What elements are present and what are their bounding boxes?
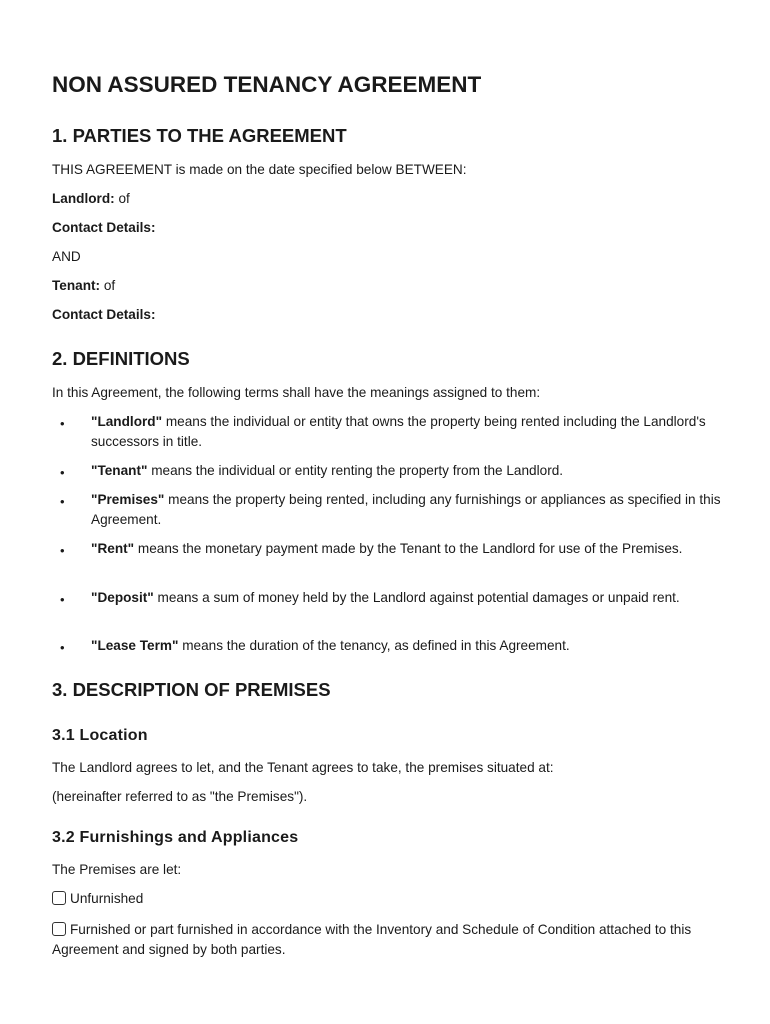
definition-term: "Landlord": [91, 414, 163, 429]
list-item: [52, 539, 722, 559]
option-unfurnished: [52, 889, 143, 909]
section-1-heading: 1. PARTIES TO THE AGREEMENT: [52, 125, 347, 146]
definition-term: "Tenant": [91, 463, 148, 478]
premises-reference-text: (hereinafter referred to as "the Premises").: [52, 789, 308, 804]
definition-text: means the duration of the tenancy, as defined in this Agreement.: [178, 638, 570, 653]
and-text: AND: [52, 249, 81, 264]
definition-text: means the property being rented, including any furnishings or appliances as specified in this Agreement.: [91, 492, 721, 527]
section-2-heading: 2. DEFINITIONS: [52, 348, 190, 369]
tenant-contact-label: Contact Details:: [52, 307, 156, 322]
landlord-contact-label: Contact Details:: [52, 220, 156, 235]
definition-text: means the individual or entity that owns the property being rented including the Landlord's successors in title.: [91, 414, 706, 449]
unfurnished-label: Unfurnished: [70, 891, 144, 906]
definition-term: "Premises": [91, 492, 165, 507]
bullet: •: [60, 465, 65, 480]
parties-intro: THIS AGREEMENT is made on the date specified below BETWEEN:: [52, 162, 467, 177]
list-item: [52, 412, 722, 452]
list-item: [52, 636, 722, 656]
furnishings-intro: The Premises are let:: [52, 862, 182, 877]
location-heading: 3.1 Location: [52, 727, 148, 744]
landlord-label: Landlord:: [52, 191, 115, 206]
furnished-label: Furnished or part furnished in accordance with the Inventory and Schedule of Condition attached to this Agreement and signed by both parties.: [52, 922, 692, 957]
landlord-line: [52, 189, 130, 209]
definition-text: means the monetary payment made by the Tenant to the Landlord for use of the Premises.: [134, 541, 683, 556]
bullet: •: [60, 494, 65, 509]
section-3-heading: 3. DESCRIPTION OF PREMISES: [52, 679, 331, 700]
definition-term: "Deposit": [91, 590, 154, 605]
list-item: [52, 588, 722, 608]
bullet: •: [60, 640, 65, 655]
tenant-value: of: [100, 278, 116, 293]
definition-term: "Lease Term": [91, 638, 179, 653]
tenant-label: Tenant:: [52, 278, 101, 293]
definition-term: "Rent": [91, 541, 135, 556]
furnished-checkbox[interactable]: [52, 922, 66, 936]
unfurnished-checkbox[interactable]: [52, 891, 66, 905]
list-item: [52, 490, 722, 530]
furnishings-heading: 3.2 Furnishings and Appliances: [52, 829, 299, 846]
definitions-intro: In this Agreement, the following terms shall have the meanings assigned to them:: [52, 385, 541, 400]
list-item: [52, 461, 722, 481]
bullet: •: [60, 543, 65, 558]
option-furnished: [52, 920, 692, 960]
bullet: •: [60, 592, 65, 607]
definition-text: means a sum of money held by the Landlord against potential damages or unpaid rent.: [153, 590, 680, 605]
definition-text: means the individual or entity renting the property from the Landlord.: [147, 463, 564, 478]
location-text: The Landlord agrees to let, and the Tenant agrees to take, the premises situated at:: [52, 760, 554, 775]
document-title: NON ASSURED TENANCY AGREEMENT: [52, 72, 482, 97]
tenant-line: [52, 276, 115, 296]
bullet: •: [60, 416, 65, 431]
landlord-value: of: [114, 191, 130, 206]
